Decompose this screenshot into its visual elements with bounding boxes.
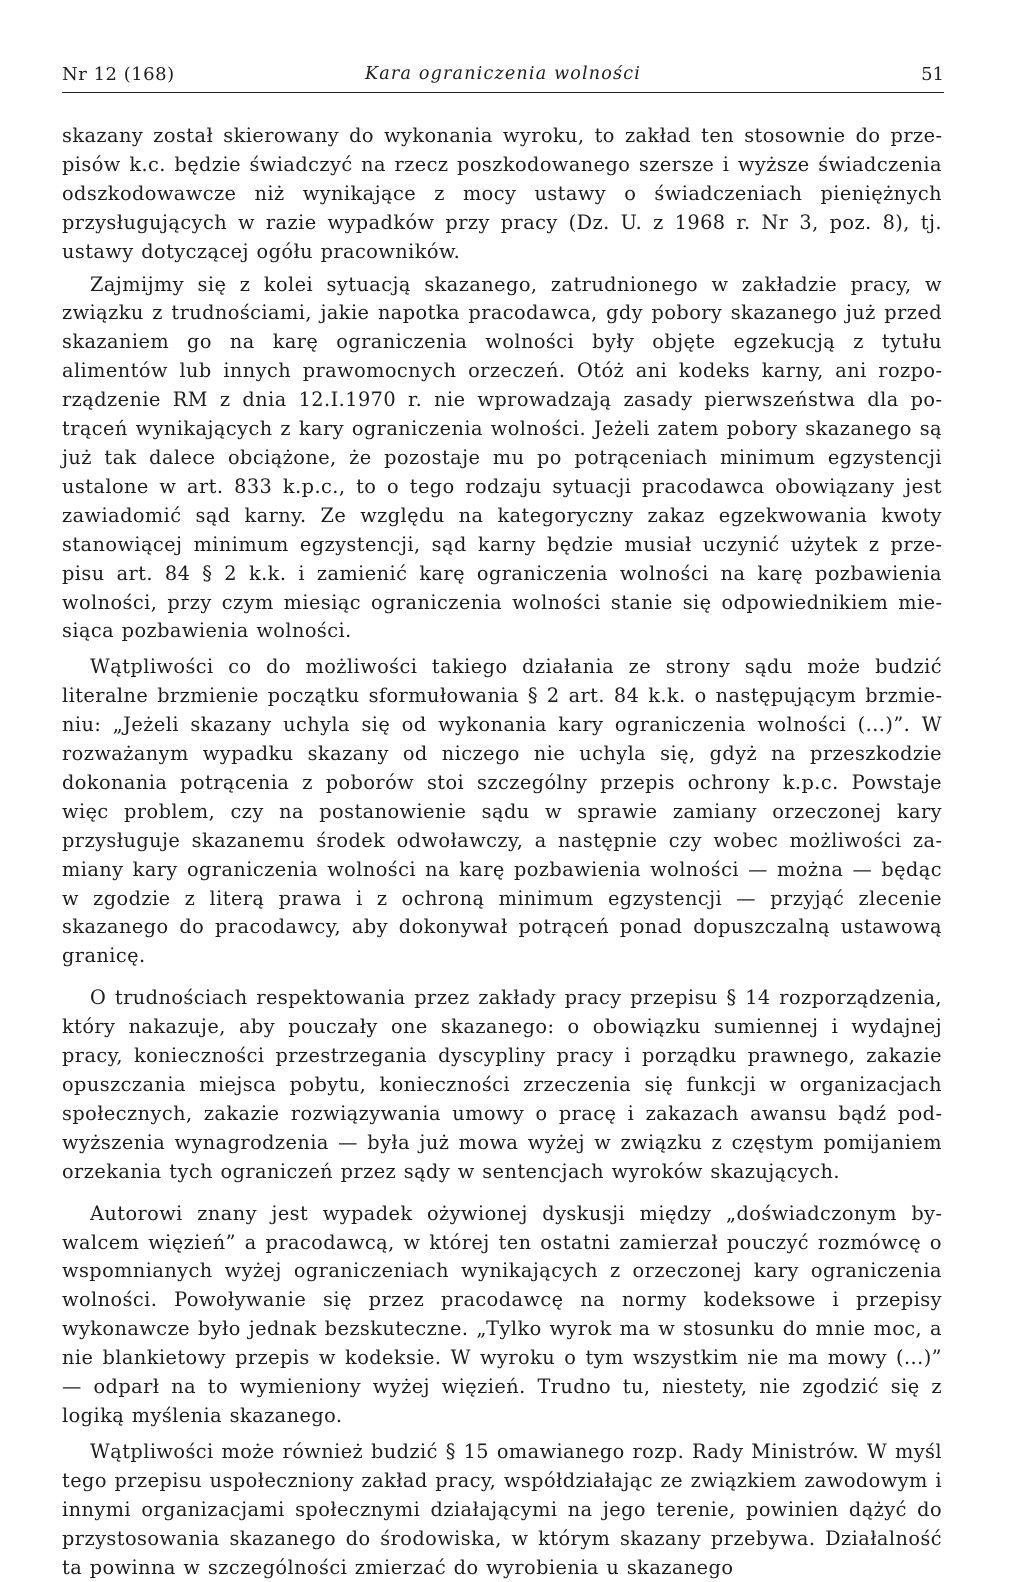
paragraph-6: Wątpliwości może również budzić § 15 omawianego rozp. Rady Ministrów. W myśl tego przepisu uspołeczniony zakład pracy, współdziałając ze związkiem zawodowym i innymi organizacjami społecznymi działającymi na jego terenie, powinien dążyć do przystosowania skazanego do środowiska, w którym skazany przebywa. Działalność ta powinna w szczególności zmierzać do wyrobienia u skazanego	[62, 1439, 942, 1579]
page-number: 51	[921, 64, 944, 85]
paragraph-4: O trudnościach respektowania przez zakłady pracy przepisu § 14 rozporządzenia, który nakazuje, aby pouczały one skazanego: o obowiązku sumiennej i wydajnej pracy, konieczności przestrzegania dyscypliny pracy i porządku prawnego, zakazie opuszczania miejsca pobytu, konieczności zrzeczenia się funkcji w organizacjach społecznych, zakazie rozwiązywania umowy o pracę i zakazach awansu bądź podwyższenia wynagrodzenia — była już mowa wyżej w związku z częstym pomijaniem orzekania tych ograniczeń przez sądy w sentencjach wyroków skazujących.	[62, 986, 942, 1183]
body-text	[62, 122, 942, 1582]
issue-number: Nr 12 (168)	[62, 64, 175, 85]
paragraph-2: Zajmijmy się z kolei sytuacją skazanego, zatrudnionego w zakładzie pracy, w związku z trudnościami, jakie napotka pracodawca, gdy pobory skazanego już przed skazaniem go na karę ograniczenia wolności były objęte egzekucją z tytułu alimentów lub innych prawomocnych orzeczeń. Otóż ani kodeks karny, ani rozporządzenie RM z dnia 12.I.1970 r. nie wprowadzają zasady pierwszeństwa dla potrąceń wynikających z kary ograniczenia wolności. Jeżeli zatem pobory skazanego są już tak dalece obciążone, że pozostaje mu po potrąceniach minimum egzystencji ustalone w art. 833 k.p.c., to o tego rodzaju sytuacji pracodawca obowiązany jest zawiadomić sąd karny. Ze względu na kategoryczny zakaz egzekwowania kwoty stanowiącej minimum egzystencji, sąd karny będzie musiał uczynić użytek z przepisu art. 84 § 2 k.k. i zamienić karę ograniczenia wolności na karę pozbawienia wolności, przy czym miesiąc ograniczenia wolności stanie się odpowiednikiem miesiąca pozbawienia wolności.	[62, 272, 942, 643]
paragraph-5: Autorowi znany jest wypadek ożywionej dyskusji między „doświadczonym bywalcem więzień” a pracodawcą, w której ten ostatni zamierzał pouczyć rozmówcę o wspomnianych wyżej ograniczeniach wynikających z orzeczonej kary ograniczenia wolności. Powoływanie się przez pracodawcę na normy kodeksowe i przepisy wykonawcze było jednak bezskuteczne. „Tylko wyrok ma w stosunku do mnie moc, a nie blankietowy przepis w kodeksie. W wyroku o tym wszystkim nie ma mowy (...)” — odparł na to wymieniony wyżej więzień. Trudno tu, niestety, nie zgodzić się z logiką myślenia skazanego.	[62, 1201, 942, 1427]
paragraph-3: Wątpliwości co do możliwości takiego działania ze strony sądu może budzić literalne brzmienie początku sformułowania § 2 art. 84 k.k. o następującym brzmieniu: „Jeżeli skazany uchyla się od wykonania kary ograniczenia wolności (...)”. W rozważanym wypadku skazany od niczego nie uchyla się, gdyż na przeszkodzie dokonania potrącenia z poborów stoi szczególny przepis ochrony k.p.c. Powstaje więc problem, czy na postanowienie sądu w sprawie zamiany orzeczonej kary przysługuje skazanemu środek odwoławczy, a następnie czy wobec możliwości zamiany kary ograniczenia wolności na karę pozbawienia wolności — można — będąc w zgodzie z literą prawa i z ochroną minimum egzystencji — przyjąć zlecenie skazanego do pracodawcy, aby dokonywał potrąceń ponad dopuszczalną ustawową granicę.	[62, 655, 942, 968]
section-title: Kara ograniczenia wolności	[364, 64, 641, 84]
paragraph-1: skazany został skierowany do wykonania wyroku, to zakład ten stosownie do przepisów k.c. będzie świadczyć na rzecz poszkodowanego szersze i wyższe świadczenia odszkodowawcze niż wynikające z mocy ustawy o świadczeniach pieniężnych przysługujących w razie wypadków przy pracy (Dz. U. z 1968 r. Nr 3, poz. 8), tj. ustawy dotyczącej ogółu pracowników.	[62, 124, 942, 263]
running-header	[62, 62, 944, 93]
